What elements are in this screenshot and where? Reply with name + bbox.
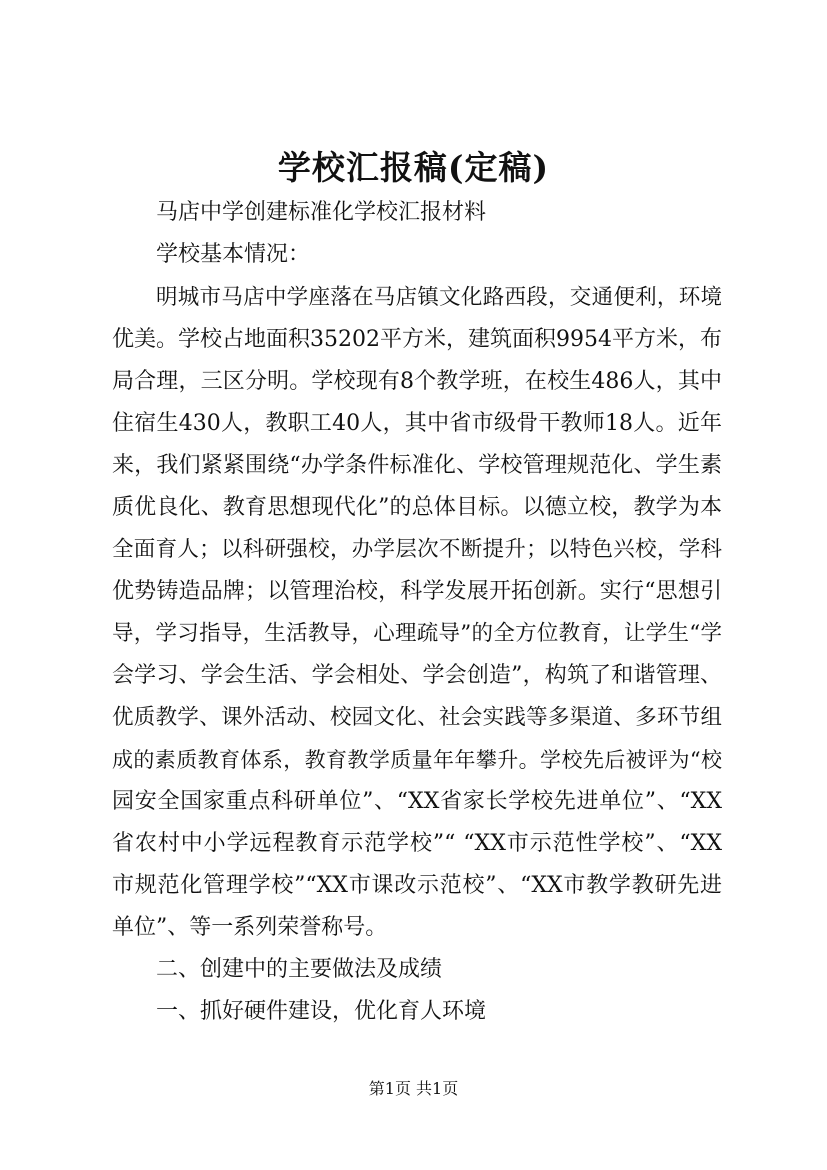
body-line: 住宿生430人，教职工40人，其中省市级骨干教师18人。近年 (112, 411, 722, 436)
body-line: 明城市马店中学座落在马店镇文化路西段，交通便利，环境 (156, 285, 722, 310)
body-line: 优美。学校占地面积35202平方米，建筑面积9954平方米，布 (112, 327, 722, 352)
body-line: 局合理，三区分明。学校现有8个教学班，在校生486人，其中 (112, 369, 722, 394)
body-line: 优势铸造品牌；以管理治校，科学发展开拓创新。实行“思想引 (112, 579, 722, 604)
section-heading-basic: 学校基本情况： (156, 242, 311, 267)
document-title: 学校汇报稿(定稿) (277, 148, 550, 187)
body-line: 导，学习指导，生活教导，心理疏导”的全方位教育，让学生“学 (112, 621, 722, 646)
body-line: 会学习、学会生活、学会相处、学会创造”，构筑了和谐管理、 (112, 663, 722, 688)
body-line: 全面育人；以科研强校，办学层次不断提升；以特色兴校，学科 (112, 537, 722, 562)
body-line: 来，我们紧紧围绕“办学条件标准化、学校管理规范化、学生素 (112, 453, 722, 478)
body-line: 成的素质教育体系，教育教学质量年年攀升。学校先后被评为“校 (112, 748, 722, 772)
body-line: 市规范化管理学校”“XX市课改示范校”、“XX市教学教研先进 (112, 873, 722, 898)
body-line: 质优良化、教育思想现代化”的总体目标。以德立校，教学为本 (112, 495, 722, 520)
section-heading-one: 一、抓好硬件建设，优化育人环境 (156, 999, 487, 1024)
body-line: 优质教学、课外活动、校园文化、社会实践等多渠道、多环节组 (112, 705, 722, 730)
body-line: 园安全国家重点科研单位”、“XX省家长学校先进单位”、“XX (112, 789, 722, 814)
body-line: 单位”、等一系列荣誉称号。 (112, 915, 388, 940)
document-subtitle: 马店中学创建标准化学校汇报材料 (156, 200, 487, 225)
page-footer: 第1页 共1页 (368, 1079, 459, 1098)
section-heading-two: 二、创建中的主要做法及成绩 (156, 957, 443, 982)
body-line: 省农村中小学远程教育示范学校”“ “XX市示范性学校”、“XX (112, 831, 722, 856)
